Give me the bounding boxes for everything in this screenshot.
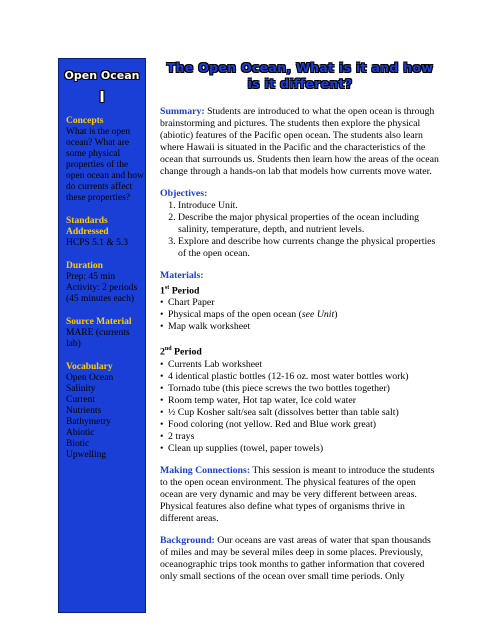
vocab-item: Salinity (66, 384, 96, 394)
background-text: Our oceans are vast areas of water that span thousands of miles and may be several miles deep in some places. Previously, oceanographic trips took months to gather information that covered only small sections of the ocean over small time periods. Only (160, 534, 431, 582)
material-item: • 4 identical plastic bottles (12-16 oz. most water bottles work) (160, 370, 409, 382)
connections-label: Making Connections: (160, 464, 251, 476)
connections-text: This session is meant to introduce the students to the open ocean environment. The physical features of the open ocean are very dynamic and may be very different between areas. Physical features also define what types of organisms thrive in different areas. (160, 464, 435, 524)
page-title: The Open Ocean, What is it and how is it different? (166, 60, 434, 91)
source-text: MARE (currents lab) (66, 328, 130, 349)
period-2-materials (160, 359, 440, 455)
material-item: • 2 trays (160, 430, 195, 442)
material-item: • ½ Cup Kosher salt/sea salt (dissolves better than table salt) (160, 406, 399, 418)
material-item: • Clean up supplies (towel, paper towels) (160, 442, 324, 454)
vocabulary-list (66, 373, 145, 461)
bullet-icon: • (160, 358, 164, 370)
summary-section (160, 106, 440, 178)
material-item: • Physical maps of the open ocean (see Unit) (160, 309, 338, 321)
background-section (160, 535, 440, 583)
sidebar-title: Open Ocean (64, 69, 140, 82)
vocab-item: Upwelling (66, 450, 107, 460)
bullet-icon: • (160, 382, 164, 394)
period-1-heading: 1st Period (160, 285, 200, 297)
sidebar-content (59, 106, 145, 461)
summary-text: Students are introduced to what the open ocean is through brainstorming and pictures. The students then explore the physical (abiotic) features of the Pacific open ocean. The students also learn where Hawaii is situated in the Pacific and the characteristics of the ocean that surrounds us. Students then learn how the areas of the ocean change through a hands-on lab that models how currents move water. (160, 106, 439, 177)
standards-text: HCPS 5.1 & 5.3 (66, 238, 129, 248)
bullet-icon: • (160, 370, 164, 382)
summary-label: Summary: (160, 106, 205, 117)
vocab-item: Open Ocean (66, 373, 114, 383)
bullet-icon: • (160, 309, 164, 321)
vocabulary-heading: Vocabulary (66, 362, 113, 372)
bullet-icon: • (160, 297, 164, 309)
sidebar (58, 58, 146, 613)
objective-item: 1. Introduce Unit. (178, 200, 440, 212)
material-item: • Room temp water, Hot tap water, Ice cold water (160, 394, 357, 406)
objective-item: 3. Explore and describe how currents change the physical properties of the open ocean. (178, 236, 440, 260)
material-item: • Food coloring (not yellow. Red and Blue work great) (160, 418, 377, 430)
background-label: Background: (160, 534, 215, 546)
concepts-text: What is the open ocean? What are some physical properties of the open ocean and how do currents affect these properties? (66, 127, 144, 203)
objective-item: 2. Describe the major physical properties of the ocean including salinity, temperature, depth, and nutrient levels. (178, 212, 440, 236)
vocab-item: Current (66, 395, 96, 405)
main-content (160, 58, 440, 593)
vocab-item: Bathymetry (66, 417, 111, 427)
objectives-list (160, 200, 440, 260)
material-item: • Tornado tube (this piece screws the two bottles together) (160, 382, 390, 394)
vocab-item: Biotic (66, 439, 90, 449)
duration-activity: Activity: 2 periods (45 minutes each) (66, 283, 138, 304)
bullet-icon: • (160, 394, 164, 406)
bullet-icon: • (160, 321, 164, 333)
period-1-materials (160, 297, 440, 333)
material-item: • Currents Lab worksheet (160, 358, 263, 370)
duration-heading: Duration (66, 261, 103, 271)
bullet-icon: • (160, 418, 164, 430)
material-item: • Map walk worksheet (160, 321, 251, 333)
vocab-item: Abiotic (66, 428, 95, 438)
bullet-icon: • (160, 430, 164, 442)
bullet-icon: • (160, 442, 164, 454)
bullet-icon: • (160, 406, 164, 418)
materials-label: Materials: (160, 270, 204, 281)
connections-section (160, 465, 440, 525)
objectives-label: Objectives: (160, 188, 208, 199)
concepts-heading: Concepts (66, 116, 104, 126)
vocab-item: Nutrients (66, 406, 102, 416)
sidebar-unit-number: I (99, 88, 105, 106)
source-heading: Source Material (66, 317, 132, 327)
duration-prep: Prep: 45 min (66, 272, 116, 282)
material-item: • Chart Paper (160, 297, 215, 309)
period-2-heading: 2nd Period (160, 346, 202, 358)
standards-heading: Standards Addressed (66, 216, 109, 237)
